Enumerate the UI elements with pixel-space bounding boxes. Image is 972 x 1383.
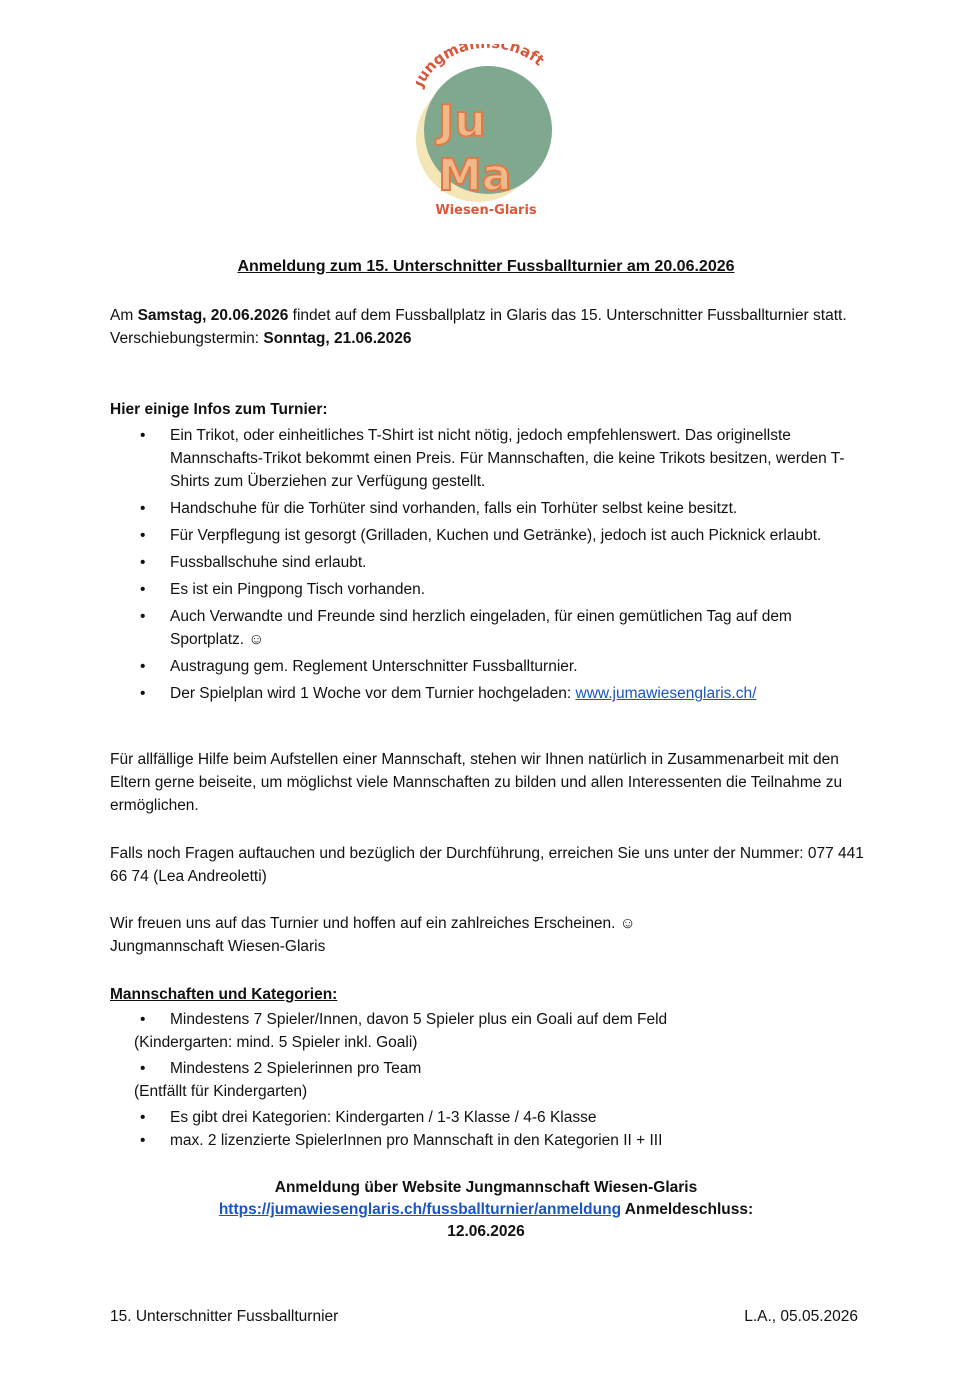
list-item: • Es ist ein Pingpong Tisch vorhanden. [110,578,870,601]
list-item: • Handschuhe für die Torhüter sind vorhanden, falls ein Torhüter selbst keine besitzt. [110,497,870,520]
footer-right: L.A., 05.05.2026 [744,1308,858,1325]
bullet: • [140,554,146,571]
alt-date: Sonntag, 21.06.2026 [263,330,412,347]
list-item: • Mindestens 2 Spielerinnen pro Team [110,1057,870,1080]
contact-paragraph: Falls noch Fragen auftauchen und bezüglich der Durchführung, erreichen Sie uns unter der Nummer: 077 441 66 74 (Lea Andreoletti) [110,845,864,885]
list-item: • Ein Trikot, oder einheitliches T-Shirt ist nicht nötig, jedoch empfehlenswert. Das originellste Mannschafts-Trikot bekommt einen Preis. Für Mannschaften, die keine Trikots besitzen, werden T-Shirts zum Überziehen zur Verfügung gestellt. [110,424,870,493]
list-item: • Fussballschuhe sind erlaubt. [110,551,870,574]
infos-list [110,424,870,709]
list-item: • Mindestens 7 Spieler/Innen, davon 5 Spieler plus ein Goali auf dem Feld [110,1008,870,1031]
alt-date-label: Verschiebungstermin: [110,330,264,347]
document-title: Anmeldung zum 15. Unterschnitter Fussballturnier am 20.06.2026 [237,258,735,275]
juma-logo [416,44,556,220]
list-item-note: (Entfällt für Kindergarten) [134,1083,308,1100]
registration-block [0,1177,972,1243]
svg-text:Ju: Ju [438,96,486,147]
tournament-date: Samstag, 20.06.2026 [137,307,289,324]
logo-top-text: ngma chaft [419,44,548,77]
list-item: • Auch Verwandte und Freunde sind herzlich eingeladen, für einen gemütlichen Tag auf dem Sportplatz. ☺ [110,605,870,651]
schedule-link[interactable]: www.jumawiesenglaris.ch/ [575,685,757,702]
bullet: • [140,1132,146,1149]
bullet: • [140,581,146,598]
bullet: • [140,1109,146,1126]
help-paragraph: Für allfällige Hilfe beim Aufstellen einer Mannschaft, stehen wir Ihnen natürlich in Zusammenarbeit mit den Eltern gerne beiseite, um möglichst viele Mannschaften zu bilden und allen Interessenten die Teilnahme zu ermöglichen. [110,751,843,814]
teams-heading: Mannschaften und Kategorien: [110,986,338,1003]
deadline-label: Anmeldeschluss: [621,1201,754,1218]
registration-link[interactable]: https://jumawiesenglaris.ch/fussballturnier/anmeldung [218,1201,622,1218]
juma-logo-graphic [416,44,556,220]
intro-text-2: findet auf dem Fussballplatz in Glaris das 15. Unterschnitter Fussballturnier statt. [288,307,847,324]
closing-signature: Jungmannschaft Wiesen-Glaris [110,938,326,955]
list-item: • Für Verpflegung ist gesorgt (Grilladen, Kuchen und Getränke), jedoch ist auch Picknick erlaubt. [110,524,870,547]
bullet: • [140,658,146,675]
bullet: • [140,427,146,444]
list-item: • Der Spielplan wird 1 Woche vor dem Turnier hochgeladen: www.jumawiesenglaris.ch/ [110,682,870,705]
logo-bottom-text: Wiesen-Glaris [435,203,537,218]
intro-paragraph [110,304,870,350]
closing-line-1: Wir freuen uns auf das Turnier und hoffen auf ein zahlreiches Erscheinen. ☺ [110,915,636,932]
list-item-note: (Kindergarten: mind. 5 Spieler inkl. Goali) [134,1034,418,1051]
deadline-date: 12.06.2026 [447,1223,525,1240]
svg-text:Ma: Ma [438,150,512,201]
registration-line: Anmeldung über Website Jungmannschaft Wiesen-Glaris [274,1179,698,1196]
list-item: • Austragung gem. Reglement Unterschnitter Fussballturnier. [110,655,870,678]
bullet: • [140,1060,146,1077]
teams-list [110,1008,870,1156]
infos-heading: Hier einige Infos zum Turnier: [110,401,328,418]
bullet: • [140,608,146,625]
closing-paragraph [110,912,870,958]
bullet: • [140,500,146,517]
footer-left: 15. Unterschnitter Fussballturnier [110,1308,339,1325]
bullet: • [140,527,146,544]
list-item: • max. 2 lizenzierte SpielerInnen pro Mannschaft in den Kategorien II + III [110,1129,870,1152]
bullet: • [140,685,146,702]
bullet: • [140,1011,146,1028]
intro-text-1: Am [110,307,138,324]
list-item: • Es gibt drei Kategorien: Kindergarten / 1-3 Klasse / 4-6 Klasse [110,1106,870,1129]
